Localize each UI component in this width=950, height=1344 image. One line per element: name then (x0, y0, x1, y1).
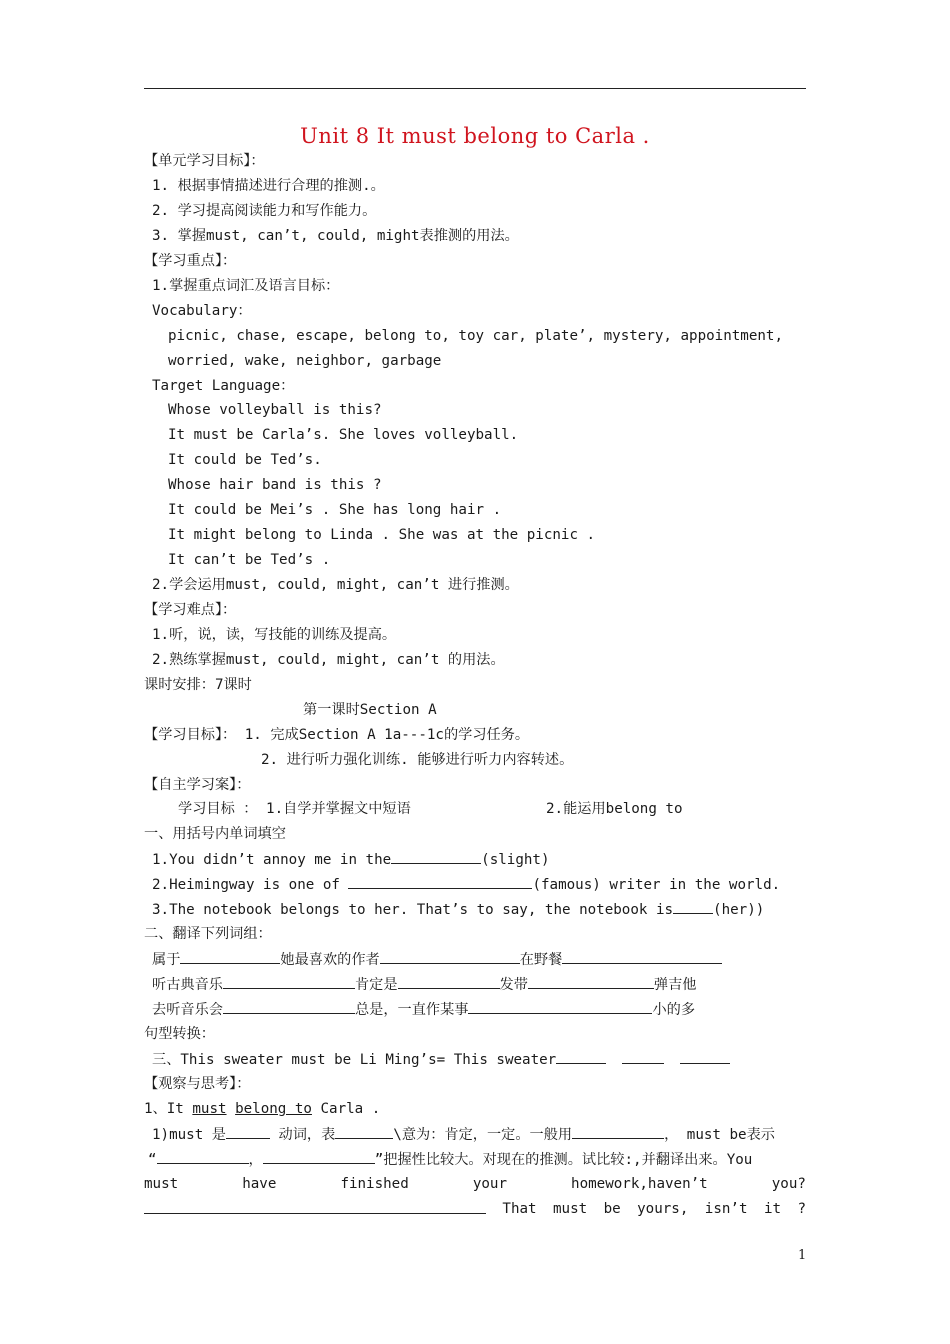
lesson-heading: 第一课时Section A (303, 702, 437, 718)
text-line: 1.听，说，读，写技能的训练及提高。 (152, 627, 397, 643)
sentence-transform-item: 三、This sweater must be Li Ming’s= This sweater (152, 1049, 730, 1070)
example-sentence: It could be Ted’s. (168, 452, 322, 468)
self-study-goal: 学习目标 ： 1.自学并掌握文中短语 (178, 801, 411, 817)
answer-blank[interactable] (335, 1124, 393, 1139)
self-study-heading: 【自主学习案】： (144, 777, 251, 793)
example-sentence: It can’t be Ted’s . (168, 552, 331, 568)
text-line: 2.熟练掌握must, could, might, can’t 的用法。 (152, 652, 505, 668)
translation-row: 属于 她最喜欢的作者 在野餐 (152, 949, 722, 970)
answer-blank[interactable] (556, 1049, 606, 1064)
word: finished (340, 1176, 409, 1192)
sentence-transform-heading: 句型转换： (144, 1026, 215, 1042)
observe-item: “ ， ”把握性比较大。对现在的推测。试比较:,并翻译出来。You (148, 1149, 752, 1170)
exercise-heading-2: 二、翻译下列词组： (144, 926, 272, 942)
answer-blank[interactable] (380, 949, 520, 964)
answer-blank[interactable] (622, 1049, 664, 1064)
exercise-heading-1: 一、用括号内单词填空 (144, 826, 286, 842)
text-line: 2. 学习提高阅读能力和写作能力。 (152, 203, 377, 219)
answer-blank[interactable] (680, 1049, 730, 1064)
vocabulary-list: worried, wake, neighbor, garbage (168, 353, 442, 369)
word: homework,haven’t (571, 1176, 708, 1192)
justified-sentence-line (144, 1174, 806, 1194)
observe-item: 1、It must belong to Carla . (144, 1101, 381, 1117)
page-number: 1 (798, 1248, 807, 1263)
example-sentence: Whose hair band is this ? (168, 477, 382, 493)
learning-goals-line: 【学习目标】： 1. 完成Section A 1a---1c的学习任务。 (144, 727, 530, 743)
example-sentence: It must be Carla’s. She loves volleyball. (168, 427, 519, 443)
answer-blank[interactable] (180, 949, 280, 964)
translation-row: 听古典音乐 肯定是 发带 弹吉他 (152, 974, 697, 995)
word: have (242, 1176, 277, 1192)
text-line: 2.学会运用must, could, might, can’t 进行推测。 (152, 577, 519, 593)
word: your (472, 1176, 507, 1192)
word: be (603, 1201, 621, 1217)
observe-heading: 【观察与思考】： (144, 1076, 251, 1092)
header-rule (144, 88, 806, 89)
word: isn’t (704, 1201, 748, 1217)
unit-goals-heading: 【单元学习目标】： (144, 153, 265, 169)
target-language-label: Target Language： (152, 378, 295, 394)
key-points-heading: 【学习重点】： (144, 253, 237, 269)
schedule-line: 课时安排：7课时 (144, 677, 252, 693)
example-sentence: Whose volleyball is this? (168, 402, 382, 418)
page-title: Unit 8 It must belong to Carla . (300, 124, 650, 148)
word: ? (797, 1201, 806, 1217)
vocabulary-list: picnic, chase, escape, belong to, toy car, plate’, mystery, appointment, (168, 328, 783, 344)
exercise-item: 2.Heimingway is one of (famous) writer in the world. (152, 874, 780, 895)
justified-sentence-line (144, 1199, 806, 1219)
word: must (553, 1201, 588, 1217)
answer-blank[interactable] (263, 1149, 375, 1164)
difficulties-heading: 【学习难点】： (144, 602, 237, 618)
word: must (144, 1176, 179, 1192)
word: you? (771, 1176, 806, 1192)
answer-blank[interactable] (528, 974, 654, 989)
learning-goals-line: 2. 进行听力强化训练. 能够进行听力内容转述。 (261, 752, 574, 768)
word: That (502, 1201, 537, 1217)
example-sentence: It might belong to Linda . She was at the picnic . (168, 527, 596, 543)
answer-blank[interactable] (673, 899, 713, 914)
word: it (763, 1201, 782, 1217)
answer-blank[interactable] (572, 1124, 664, 1139)
answer-blank[interactable] (223, 974, 355, 989)
answer-blank[interactable] (562, 949, 722, 964)
answer-blank[interactable] (157, 1149, 249, 1164)
self-study-goal: 2.能运用belong to (546, 801, 683, 817)
vocabulary-label: Vocabulary： (152, 303, 252, 319)
answer-blank[interactable] (144, 1199, 486, 1214)
answer-blank[interactable] (398, 974, 500, 989)
answer-blank[interactable] (226, 1124, 270, 1139)
example-sentence: It could be Mei’s . She has long hair . (168, 502, 502, 518)
exercise-item: 3.The notebook belongs to her. That’s to say, the notebook is (her)) (152, 899, 764, 920)
observe-item: 1)must 是 动词，表 \意为：肯定，一定。一般用 ， must be表示 (152, 1124, 775, 1145)
answer-blank[interactable] (468, 999, 652, 1014)
word: yours, (637, 1201, 689, 1217)
answer-blank[interactable] (348, 874, 532, 889)
text-line: 3. 掌握must, can’t, could, might表推测的用法。 (152, 228, 519, 244)
text-line: 1. 根据事情描述进行合理的推测.。 (152, 178, 385, 194)
answer-blank[interactable] (391, 849, 481, 864)
text-line: 1.掌握重点词汇及语言目标： (152, 278, 340, 294)
translation-row: 去听音乐会 总是，一直作某事 小的多 (152, 999, 695, 1020)
exercise-item: 1.You didn’t annoy me in the (slight) (152, 849, 550, 870)
answer-blank[interactable] (223, 999, 355, 1014)
